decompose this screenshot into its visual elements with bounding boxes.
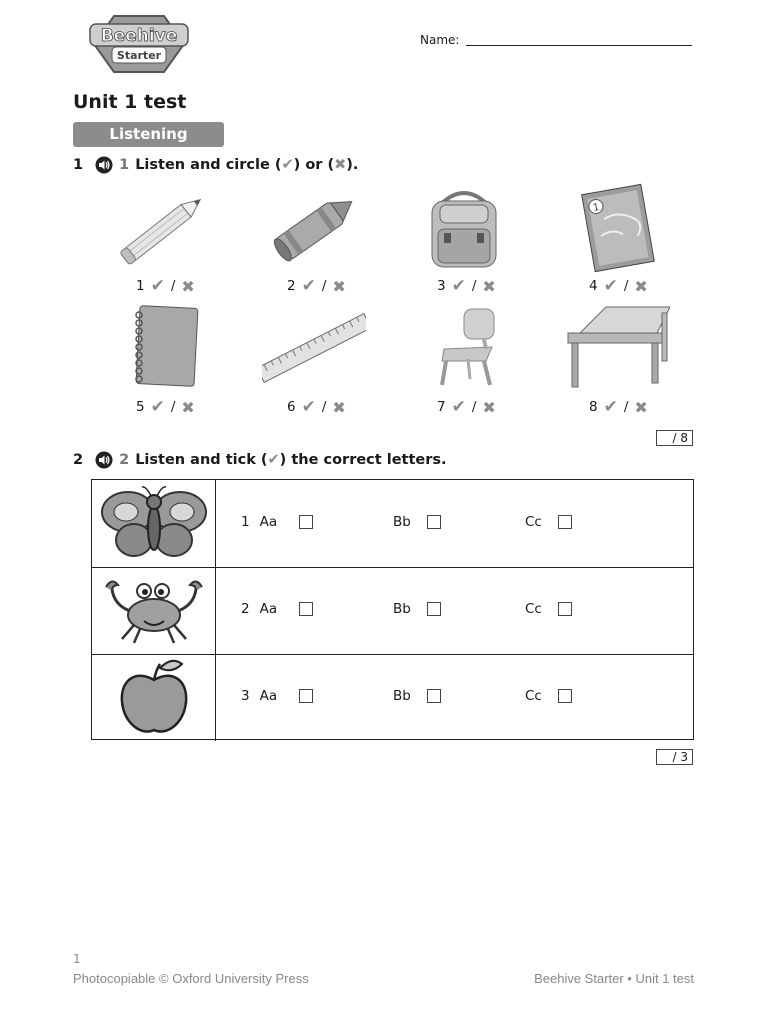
q1-caption-6: 6 ✔ / ✖ bbox=[287, 397, 346, 417]
checkbox[interactable] bbox=[558, 602, 572, 616]
tick-option[interactable]: ✔ bbox=[150, 276, 165, 296]
q2-audio-track: 2 bbox=[119, 452, 130, 468]
q2-score-box[interactable]: / 3 bbox=[656, 749, 693, 765]
picture-cell bbox=[92, 567, 216, 654]
q2-heading bbox=[73, 451, 447, 469]
option-1-aa[interactable]: 1 Aa bbox=[241, 514, 313, 530]
option-3-aa[interactable]: 3 Aa bbox=[241, 688, 313, 704]
apple-icon bbox=[98, 658, 210, 736]
option-2-aa[interactable]: 2 Aa bbox=[241, 601, 313, 617]
cross-option[interactable]: ✖ bbox=[634, 397, 648, 417]
checkbox[interactable] bbox=[558, 515, 572, 529]
table-row bbox=[92, 654, 693, 741]
table-row bbox=[92, 567, 693, 655]
cross-option[interactable]: ✖ bbox=[634, 276, 648, 296]
checkbox[interactable] bbox=[299, 515, 313, 529]
page-number: 1 bbox=[73, 952, 81, 966]
book-icon bbox=[566, 183, 670, 273]
butterfly-icon bbox=[98, 484, 210, 562]
q1-caption-4: 4 ✔ / ✖ bbox=[589, 276, 648, 296]
pencil-icon bbox=[112, 183, 216, 273]
cross-option[interactable]: ✖ bbox=[332, 397, 346, 417]
table-row bbox=[92, 480, 693, 568]
table-icon bbox=[566, 303, 670, 393]
q1-heading bbox=[73, 156, 358, 174]
tick-option[interactable]: ✔ bbox=[301, 276, 316, 296]
checkbox[interactable] bbox=[299, 689, 313, 703]
q2-instruction: Listen and tick (✔) the correct letters. bbox=[135, 452, 447, 468]
q2-table bbox=[91, 479, 694, 740]
option-1-cc[interactable]: Cc bbox=[525, 514, 572, 530]
name-label: Name: bbox=[420, 33, 460, 47]
q1-caption-2: 2 ✔ / ✖ bbox=[287, 276, 346, 296]
q1-caption-1: 1 ✔ / ✖ bbox=[136, 276, 195, 296]
svg-text:1: 1 bbox=[592, 202, 601, 214]
cross-option[interactable]: ✖ bbox=[181, 397, 195, 417]
q1-caption-7: 7 ✔ / ✖ bbox=[437, 397, 496, 417]
tick-option[interactable]: ✔ bbox=[451, 397, 466, 417]
checkbox[interactable] bbox=[427, 515, 441, 529]
q1-score-box[interactable]: / 8 bbox=[656, 430, 693, 446]
option-3-cc[interactable]: Cc bbox=[525, 688, 572, 704]
chair-icon bbox=[412, 303, 516, 393]
q1-number: 1 bbox=[73, 157, 84, 173]
checkbox[interactable] bbox=[558, 689, 572, 703]
name-line bbox=[466, 45, 692, 46]
tick-option[interactable]: ✔ bbox=[603, 276, 618, 296]
q1-caption-8: 8 ✔ / ✖ bbox=[589, 397, 648, 417]
schoolbag-icon bbox=[412, 183, 516, 273]
footer-copyright: Photocopiable © Oxford University Press bbox=[73, 971, 309, 986]
footer-title: Beehive Starter • Unit 1 test bbox=[534, 971, 694, 986]
audio-icon bbox=[95, 451, 113, 469]
option-3-bb[interactable]: Bb bbox=[393, 688, 441, 704]
crayon-icon bbox=[262, 183, 366, 273]
section-label: Listening bbox=[73, 122, 224, 147]
notebook-icon bbox=[112, 303, 216, 393]
q1-caption-3: 3 ✔ / ✖ bbox=[437, 276, 496, 296]
checkbox[interactable] bbox=[427, 602, 441, 616]
crab-icon bbox=[98, 571, 210, 649]
q1-instruction: Listen and circle (✔) or (✖). bbox=[135, 157, 359, 173]
ruler-icon bbox=[262, 303, 366, 393]
tick-option[interactable]: ✔ bbox=[150, 397, 165, 417]
cross-option[interactable]: ✖ bbox=[181, 276, 195, 296]
audio-icon bbox=[95, 156, 113, 174]
tick-option[interactable]: ✔ bbox=[603, 397, 618, 417]
logo-text-top: Beehive bbox=[100, 26, 178, 46]
logo-text-bottom: Starter bbox=[116, 49, 162, 62]
option-2-cc[interactable]: Cc bbox=[525, 601, 572, 617]
checkbox[interactable] bbox=[427, 689, 441, 703]
q2-number: 2 bbox=[73, 452, 84, 468]
q1-caption-5: 5 ✔ / ✖ bbox=[136, 397, 195, 417]
cross-option[interactable]: ✖ bbox=[332, 276, 346, 296]
picture-cell bbox=[92, 480, 216, 567]
option-1-bb[interactable]: Bb bbox=[393, 514, 441, 530]
tick-option[interactable]: ✔ bbox=[301, 397, 316, 417]
cross-option[interactable]: ✖ bbox=[482, 397, 496, 417]
cross-option[interactable]: ✖ bbox=[482, 276, 496, 296]
option-2-bb[interactable]: Bb bbox=[393, 601, 441, 617]
beehive-starter-logo bbox=[84, 10, 194, 76]
picture-cell bbox=[92, 654, 216, 741]
tick-option[interactable]: ✔ bbox=[451, 276, 466, 296]
checkbox[interactable] bbox=[299, 602, 313, 616]
q1-audio-track: 1 bbox=[119, 157, 130, 173]
page-title: Unit 1 test bbox=[73, 91, 187, 113]
